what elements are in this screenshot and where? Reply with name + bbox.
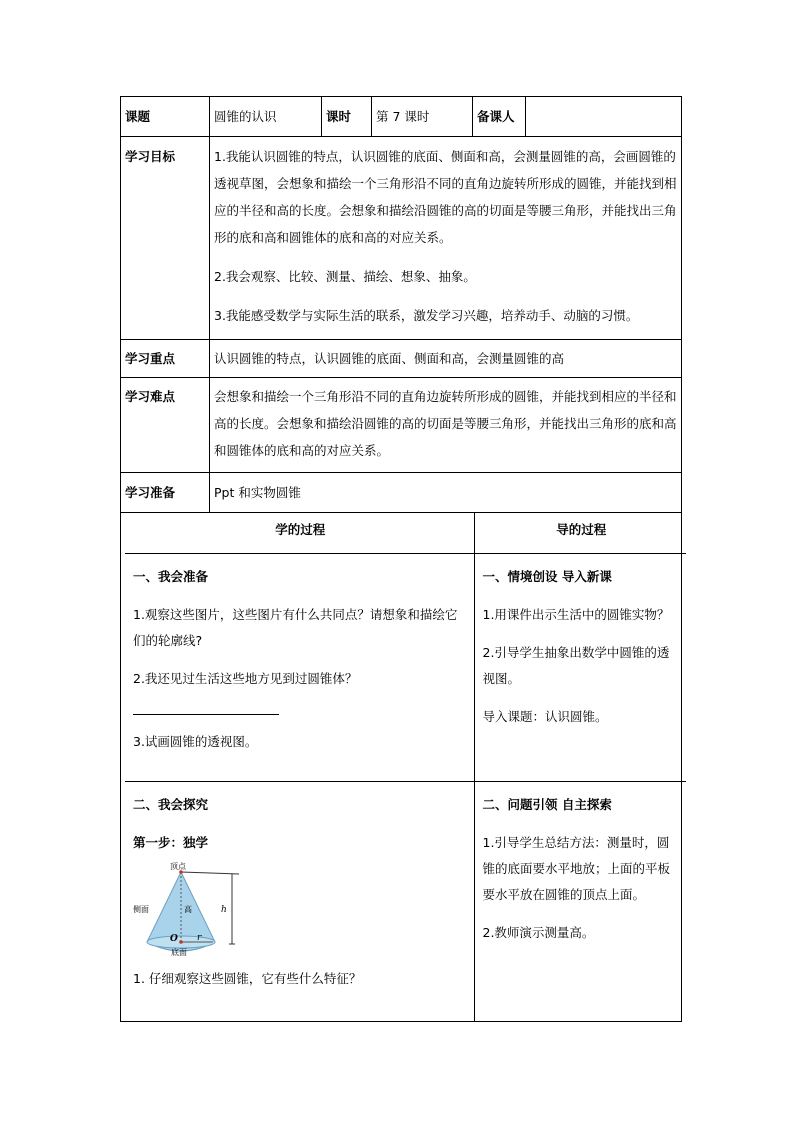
lesson-plan-sheet bbox=[120, 96, 681, 1022]
part1-guide-item-2: 2.引导学生抽象出数学中圆锥的透视图。 bbox=[482, 644, 670, 686]
part2-guide-item-2: 2.教师演示测量高。 bbox=[482, 924, 595, 940]
center-dot bbox=[179, 940, 183, 944]
focus-row bbox=[121, 340, 682, 378]
side-label: 侧面 bbox=[133, 904, 149, 914]
part1-guide-title: 一、情境创设 导入新课 bbox=[482, 568, 612, 584]
preparer-label: 备课人 bbox=[473, 97, 526, 137]
part2-guide-item-1: 1.引导学生总结方法：测量时，圆锥的底面要水平地放；上面的平板要水平放在圆锥的顶点上面。 bbox=[482, 834, 671, 902]
part2-guide bbox=[474, 781, 686, 1021]
process-row bbox=[121, 513, 682, 1022]
part1-guide bbox=[474, 553, 686, 781]
header-row bbox=[121, 97, 682, 137]
part1-learn-item-2: 2.我还见过生活这些地方见到过圆锥体？ bbox=[133, 670, 358, 686]
prep-value: Ppt 和实物圆锥 bbox=[210, 473, 682, 513]
goals-label: 学习目标 bbox=[121, 137, 210, 340]
part2-learn-title: 二、我会探究 bbox=[133, 796, 209, 812]
learn-header: 学的过程 bbox=[125, 513, 474, 553]
period-label: 课时 bbox=[322, 97, 372, 137]
part1-learn-item-3: 3.试画圆锥的透视图。 bbox=[133, 733, 258, 749]
part2-step-title: 第一步：独学 bbox=[133, 834, 209, 850]
o-label: O bbox=[170, 933, 178, 944]
part1-guide-item-3: 导入课题：认识圆锥。 bbox=[482, 708, 608, 724]
difficulty-label: 学习难点 bbox=[121, 378, 210, 473]
part1-learn-title: 一、我会准备 bbox=[133, 568, 209, 584]
part1-guide-item-1: 1.用课件出示生活中的圆锥实物？ bbox=[482, 606, 670, 622]
preparer-value bbox=[526, 97, 682, 137]
part2-row bbox=[125, 781, 686, 1021]
goals-content bbox=[210, 137, 682, 340]
cone-figure bbox=[133, 860, 243, 956]
difficulty-value: 会想象和描绘一个三角形沿不同的直角边旋转所形成的圆锥，并能找到相应的半径和高的长度。会想象和描绘沿圆锥的高的切面是等腰三角形，并能找出三角形的底和高和圆锥体的底和高的对应关系。 bbox=[210, 378, 682, 473]
goal-item-2: 2.我会观察、比较、测量、描绘、想象、抽象。 bbox=[214, 269, 476, 284]
top-plate-line bbox=[181, 872, 239, 874]
part2-guide-title: 二、问题引领 自主探索 bbox=[482, 796, 612, 812]
part2-question: 1. 仔细观察这些圆锥，它有些什么特征？ bbox=[133, 970, 362, 986]
goal-item-3: 3.我能感受数学与实际生活的联系，激发学习兴趣，培养动手、动脑的习惯。 bbox=[214, 308, 639, 323]
prep-row bbox=[121, 473, 682, 513]
part1-row bbox=[125, 553, 686, 781]
guide-header: 导的过程 bbox=[474, 513, 686, 553]
part1-learn bbox=[125, 553, 474, 781]
topic-label: 课题 bbox=[121, 97, 210, 137]
apex-label: 顶点 bbox=[170, 861, 186, 871]
h-label: h bbox=[221, 904, 227, 915]
difficulty-row bbox=[121, 378, 682, 473]
base-label: 底面 bbox=[171, 947, 187, 956]
process-table bbox=[125, 513, 686, 1021]
cone-diagram bbox=[133, 860, 243, 956]
focus-label: 学习重点 bbox=[121, 340, 210, 378]
lesson-plan-table bbox=[120, 96, 682, 1022]
goal-item-1: 1.我能认识圆锥的特点，认识圆锥的底面、侧面和高，会测量圆锥的高，会画圆锥的透视草图，会想象和描绘一个三角形沿不同的直角边旋转所形成的圆锥，并能找到相应的半径和高的长度。会想象和描绘沿圆锥的高的切面是等腰三角形，并能找出三角形的底和高和圆锥体的底和高的对应关系。 bbox=[214, 149, 677, 245]
topic-value: 圆锥的认识 bbox=[210, 97, 322, 137]
period-value: 第 7 课时 bbox=[372, 97, 473, 137]
prep-label: 学习准备 bbox=[121, 473, 210, 513]
part1-learn-item-1: 1.观察这些图片，这些图片有什么共同点？请想象和描绘它们的轮廓线? bbox=[133, 606, 458, 648]
answer-blank-line[interactable] bbox=[133, 692, 279, 715]
goals-row bbox=[121, 137, 682, 340]
height-label: 高 bbox=[184, 904, 192, 914]
r-label: r bbox=[197, 932, 202, 943]
focus-value: 认识圆锥的特点，认识圆锥的底面、侧面和高，会测量圆锥的高 bbox=[210, 340, 682, 378]
part2-learn bbox=[125, 781, 474, 1021]
